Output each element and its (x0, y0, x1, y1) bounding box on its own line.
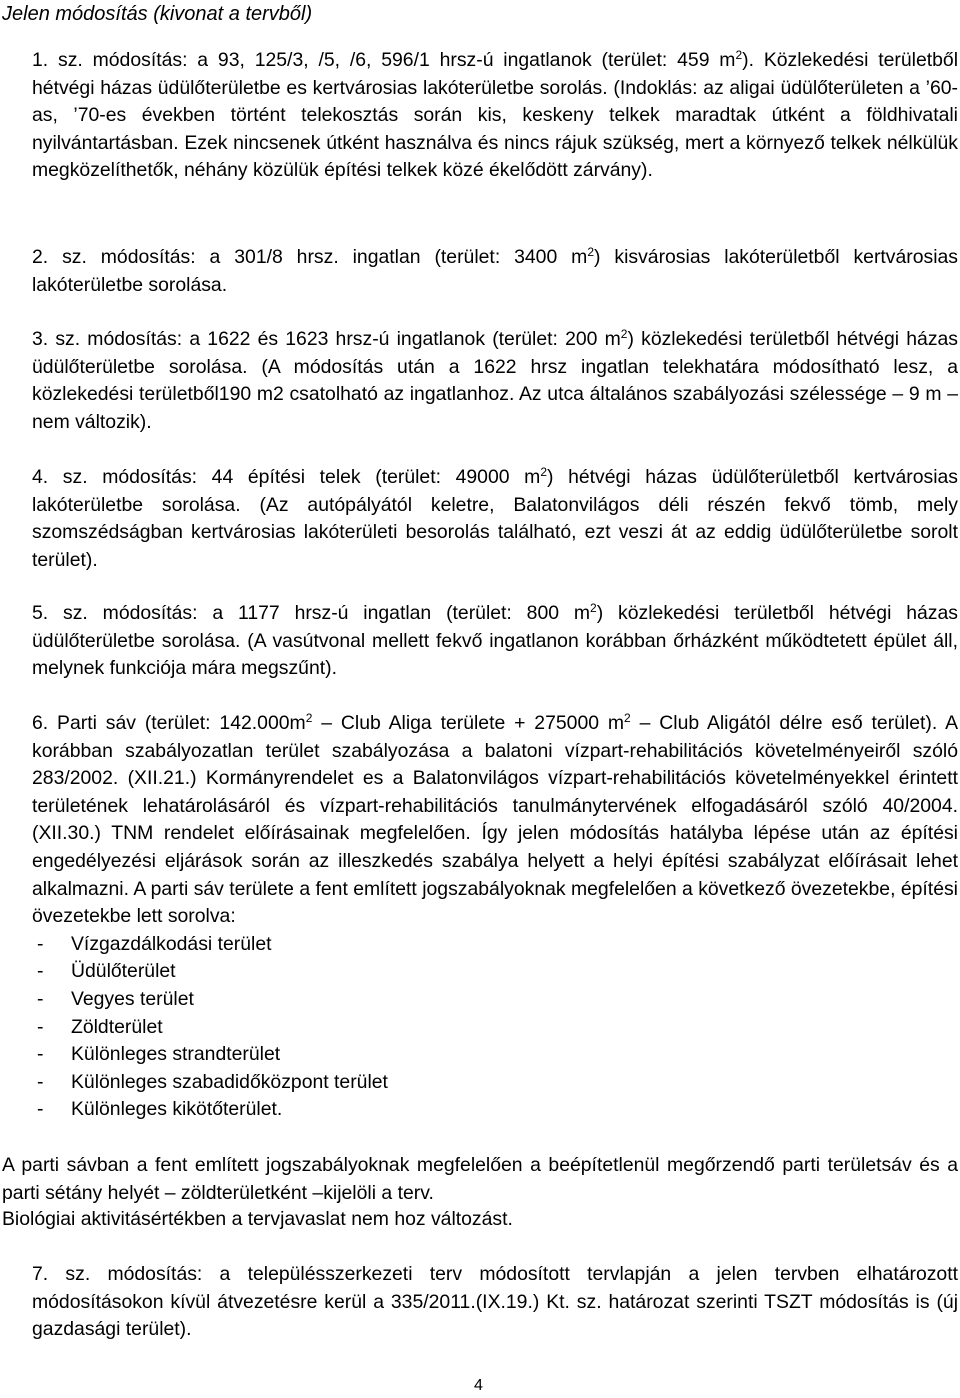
superscript: 2 (540, 465, 547, 479)
superscript: 2 (624, 711, 631, 725)
superscript: 2 (587, 245, 595, 259)
list-item: - Zöldterület (37, 1015, 163, 1038)
list-item: - Különleges kikötőterület. (37, 1098, 283, 1121)
amendment-4: 4. sz. módosítás: 44 építési telek (terület: 49000 $m^2$) hétvégi házas üdülőterületből kertvárosias lakóterületbe sorolása. (Az autópályától keletre, Balatonvilágos déli részén fekvő tömb, mely szomszédságban kertvárosias lakóterületi besorolás található, ezt veszi át az eddig üdülőterületbe sorolt terület). (32, 465, 958, 571)
biological-activity-paragraph: Biológiai aktivitásértékben a tervjavaslat nem hoz változást. (2, 1208, 513, 1230)
amendment-5: 5. sz. módosítás: a 1177 hrsz-ú ingatlan (terület: 800 $m^2$) közlekedési területből hétvégi házas üdülőterületbe sorolása. (A vasútvonal mellett fekvő ingatlanon korábban őrházként működtetett épület áll, melynek funkciója mára megszűnt). (32, 601, 958, 680)
list-item: - Vegyes terület (37, 987, 194, 1010)
page-number: 4 (474, 1377, 483, 1394)
amendment-6 (32, 710, 958, 1124)
shore-strip-paragraph: A parti sávban a fent említett jogszabályoknak megfelelően a beépítetlenül megőrzendő parti területsáv és a parti sétány helyét – zöldterületként –kijelöli a terv. (2, 1154, 958, 1204)
amendment-6-text: 6. Parti sáv (terület: $142.000m^2$ – Club Aliga területe + 275000 $m^2$ – Club Aligától délre eső terület). A korábban szabályozatlan terület szabályozása a balatoni vízpart-rehabilitációs követelményeiről szóló 283/2002. (XII.21.) Kormányrendelet es a Balatonvilágos vízpart-rehabilitációs követelményekkel érintett területének lehatárolásáról és vízpart-rehabilitációs tanulmánytervének elfogadásáról szóló 40/2004. (XII.30.) TNM rendelet előírásainak megfelelően. Így jelen módosítás hatályba lépése után az építési engedélyezési eljárások során az illeszkedés szabálya helyett a helyi építési szabályzat előírásait lehet alkalmazni. A parti sáv területe a fent említett jogszabályoknak megfelelően a következő övezetekbe, építési övezetekbe lett sorolva: (32, 711, 959, 928)
amendment-2: 2. sz. módosítás: a 301/8 hrsz. ingatlan (terület: 3400 $m^2$) kisvárosias lakóterületből kertvárosias lakóterületbe sorolása. (32, 245, 958, 296)
superscript: 2 (590, 601, 597, 615)
superscript: 2 (735, 48, 743, 62)
superscript: 2 (620, 327, 628, 341)
list-item: - Különleges szabadidőközpont terület (37, 1070, 388, 1093)
list-item: - Vízgazdálkodási terület (37, 932, 272, 955)
list-item: - Üdülőterület (37, 960, 176, 983)
superscript: 2 (305, 711, 313, 725)
list-item: - Különleges strandterület (37, 1043, 281, 1066)
document-heading: Jelen módosítás (kivonat a tervből) (2, 3, 313, 25)
zone-list (32, 931, 958, 1124)
amendment-3: 3. sz. módosítás: a 1622 és 1623 hrsz-ú ingatlanok (terület: 200 $m^2$) közlekedési területből hétvégi házas üdülőterületbe sorolása. (A módosítás után a 1622 hrsz ingatlan telekhatára módosítható lesz, a közlekedési területből190 m2 csatolható az ingatlanhoz. Az utca általános szabályozási szélessége – 9 m – nem változik). (32, 327, 959, 433)
amendment-7: 7. sz. módosítás: a településszerkezeti terv módosított tervlapján a jelen tervben elhatározott módosításokon kívül átvezetésre kerül a 335/2011.(IX.19.) Kt. sz. határozat szerinti TSZT módosítás is (új gazdasági terület). (32, 1263, 958, 1341)
amendment-1: 1. sz. módosítás: a 93, 125/3, /5, /6, 596/1 hrsz-ú ingatlanok (terület: 459 $m^2$). Közlekedési területből hétvégi házas üdülőterületbe es kertvárosias lakóterületbe sorolás. (Indoklás: az aligai üdülőterületen a ’60-as, ’70-es években történt telekosztás során kis, keskeny telkek maradtak útként a földhivatali nyilvántartásban. Ezek nincsenek útként használva és nincs rájuk szükség, mert a környező telkek nélkülük megközelíthetők, néhány közülük építési telkek közé ékelődött zárvány). (32, 48, 958, 182)
